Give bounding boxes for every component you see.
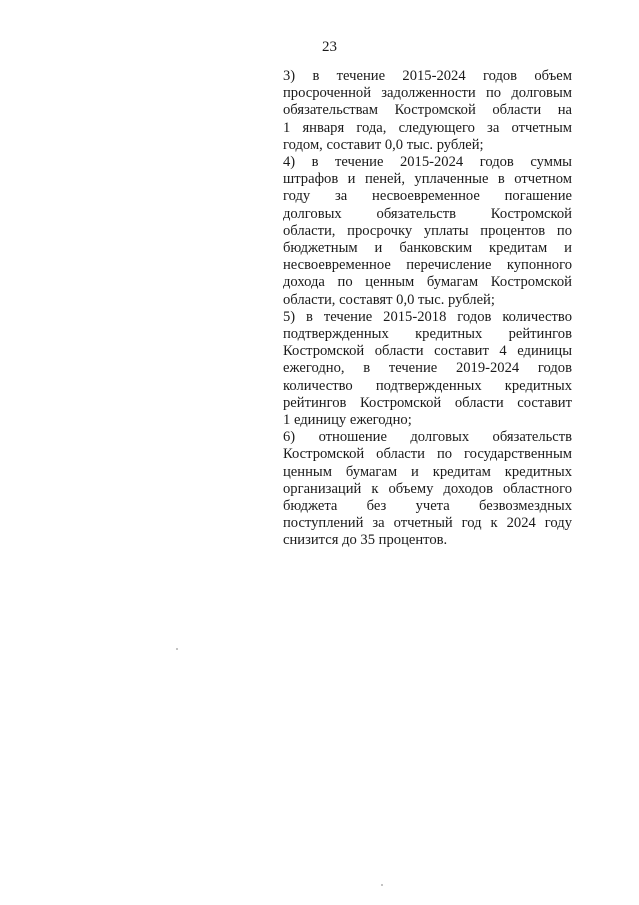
text-line: штрафов и пеней, уплаченные в отчетном (283, 171, 572, 188)
scan-speck (381, 884, 383, 886)
text-line: обязательствам Костромской области на (283, 102, 572, 119)
text-line: рейтингов Костромской области составит (283, 394, 572, 411)
text-line: ценным бумагам и кредитам кредитных (283, 463, 572, 480)
text-line: долговых обязательств Костромской (283, 205, 572, 222)
text-line: снизится до 35 процентов. (283, 532, 448, 549)
list-item-6 (283, 429, 572, 549)
text-line: годом, составит 0,0 тыс. рублей; (283, 136, 484, 153)
text-line: просроченной задолженности по долговым (283, 85, 572, 102)
text-line: 4) в течение 2015-2024 годов суммы (283, 154, 572, 171)
text-line: 1 единицу ежегодно; (283, 412, 412, 429)
text-line: 5) в течение 2015-2018 годов количество (283, 308, 572, 325)
text-line: количество подтвержденных кредитных (283, 377, 572, 394)
list-item-4 (283, 154, 572, 309)
page-number: 23 (322, 39, 337, 55)
text-line: Костромской области по государственным (283, 446, 572, 463)
text-line: году за несвоевременное погашение (283, 188, 572, 205)
text-line: бюджета без учета безвозмездных (283, 498, 572, 515)
text-line: области, составят 0,0 тыс. рублей; (283, 291, 495, 308)
list-item-5 (283, 309, 572, 429)
text-line: Костромской области составит 4 единицы (283, 343, 572, 360)
text-line: организаций к объему доходов областного (283, 480, 572, 497)
text-line: дохода по ценным бумагам Костромской (283, 274, 572, 291)
text-line: подтвержденных кредитных рейтингов (283, 326, 572, 343)
scan-speck (176, 648, 178, 650)
document-body (283, 68, 572, 550)
text-line: поступлений за отчетный год к 2024 году (283, 515, 572, 532)
text-line: области, просрочку уплаты процентов по (283, 222, 572, 239)
text-line: ежегодно, в течение 2019-2024 годов (283, 360, 572, 377)
text-line: 1 января года, следующего за отчетным (283, 119, 572, 136)
text-line: 3) в течение 2015-2024 годов объем (283, 68, 572, 84)
text-line: бюджетным и банковским кредитам и (283, 240, 572, 257)
text-line: 6) отношение долговых обязательств (283, 429, 572, 446)
text-line: несвоевременное перечисление купонного (283, 257, 572, 274)
list-item-3 (283, 68, 572, 154)
